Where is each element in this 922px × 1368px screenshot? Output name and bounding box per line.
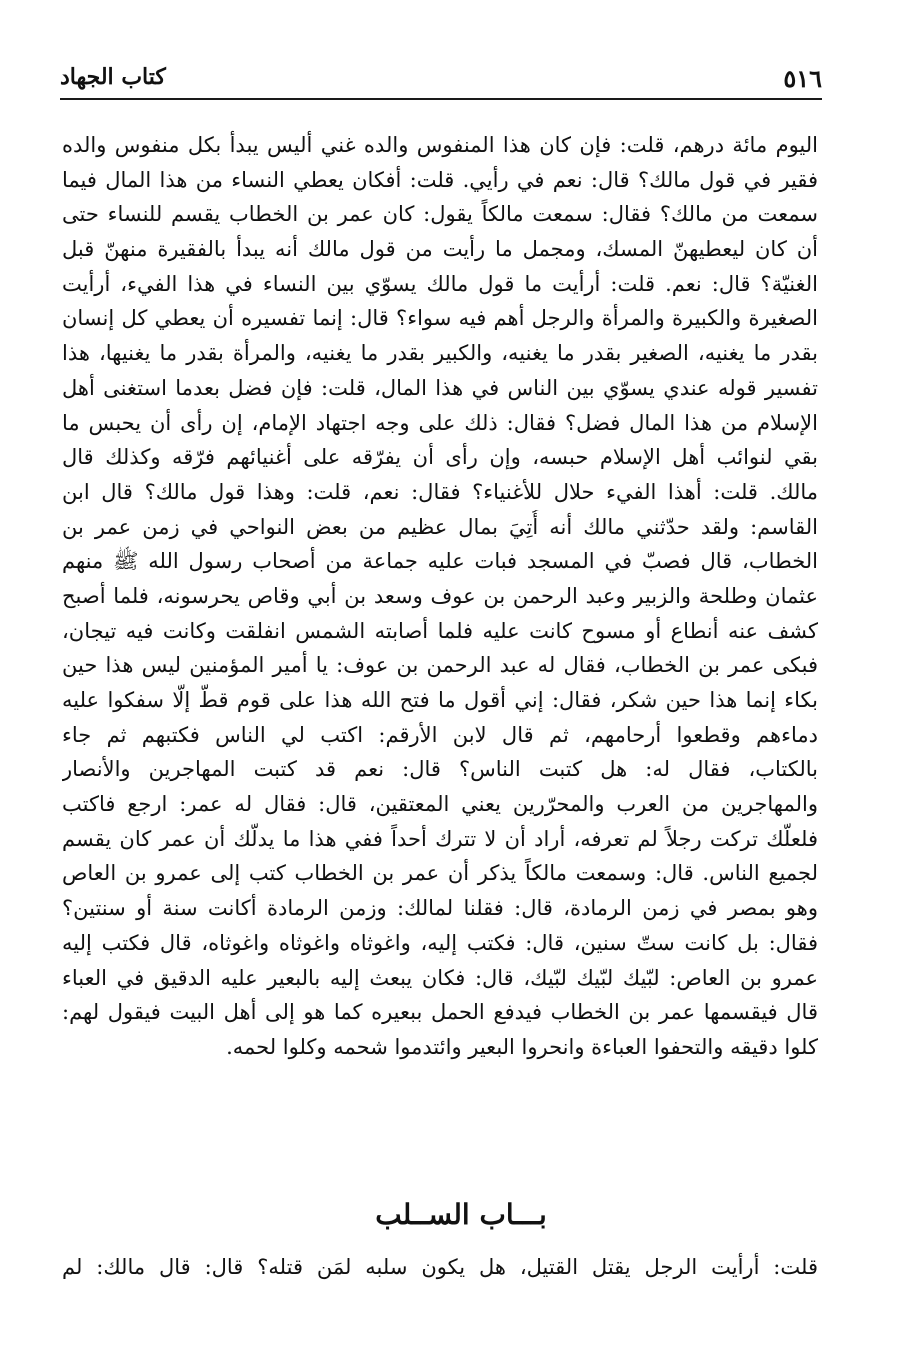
text-line: فلعلّك تركت رجلاً لم تعرفه، أراد أن لا تترك أحداً ففي هذا ما يدلّك أن عمر كان يقسم	[62, 826, 818, 851]
text-line: مالك. قلت: أهذا الفيء حلال للأغنياء؟ فقال: نعم، قلت: وهذا قول مالك؟ قال ابن	[62, 479, 818, 504]
text-line: القاسم: ولقد حدّثني مالك أنه أُتِيَ بمال عظيم من بعض النواحي في زمن عمر بن	[62, 514, 818, 539]
text-line: أن كان ليعطيهنّ المسك، ومجمل ما رأيت من قول مالك أنه يبدأ بالفقيرة منهنّ قبل	[62, 237, 818, 262]
section-heading: بـــاب الســلب	[375, 1198, 547, 1231]
text-line: قال فيقسمها عمر بن الخطاب فيدفع الحمل ببعيره كما هو إلى أهل البيت فيقول لهم:	[62, 1000, 818, 1025]
section-text: قلت: أرأيت الرجل يقتل القتيل، هل يكون سلبه لمَن قتله؟ قال: قال مالك: لم	[62, 1255, 818, 1279]
text-line: اليوم مائة درهم، قلت: فإن كان هذا المنفوس والده غني أليس يبدأ بكل منفوس والده	[62, 133, 818, 157]
page-header	[60, 62, 822, 100]
main-text	[62, 128, 818, 1065]
text-line: الخطاب، قال فصبّ في المسجد فبات عليه جماعة من أصحاب رسول الله ﷺ منهم	[62, 549, 818, 574]
text-line: الصغيرة والكبيرة والمرأة والرجل أهم فيه سواء؟ قال: إنما تفسيره أن يعطي كل إنسان	[62, 306, 818, 331]
text-line: بقي لنوائب أهل الإسلام حبسه، وإن رأى أن يفرّقه على أغنيائهم فرّقه وكذلك قال	[62, 445, 818, 470]
text-line: عثمان وطلحة والزبير وعبد الرحمن بن عوف وسعد بن أبي وقاص يحرسونه، فلما أصبح	[62, 583, 818, 608]
text-line: الإسلام من هذا المال فضل؟ فقال: ذلك على وجه اجتهاد الإمام، إن رأى أن يحبس ما	[62, 410, 818, 435]
text-line: بالكتاب، فقال له: هل كتبت الناس؟ قال: نعم قد كتبت المهاجرين والأنصار	[62, 757, 818, 782]
text-line: تفسير قوله عندي يسوّي بين الناس في هذا المال، قلت: فإن فضل بعدما استغنى أهل	[62, 375, 818, 400]
text-line: سمعت من مالك؟ فقال: سمعت مالكاً يقول: كان عمر بن الخطاب يقسم للنساء حتى	[62, 202, 818, 227]
text-line: كشف عنه أنطاع أو مسوح كانت عليه فلما أصابته الشمس انفلقت وكانت فيه تيجان،	[62, 618, 818, 643]
text-line: لجميع الناس. قال: وسمعت مالكاً يذكر أن عمر بن الخطاب كتب إلى عمرو بن العاص	[62, 861, 818, 886]
running-title: كتاب الجهاد	[60, 64, 166, 90]
page-number: ٥١٦	[783, 64, 822, 93]
text-line: بقدر ما يغنيه، الصغير بقدر ما يغنيه، والكبير بقدر ما يغنيه، والمرأة بقدر ما يغنيها، هذا	[62, 341, 818, 366]
text-line: بكاء إنما هذا حين شكر، فقال: إني أقول ما فتح الله هذا على قوم قطّ إلّا سفكوا عليه	[62, 688, 818, 712]
text-line: فقير في قول مالك؟ قال: نعم في رأيي. قلت: أفكان يعطي النساء من هذا المال فيما	[62, 167, 818, 192]
text-line: الغنيّة؟ قال: نعم. قلت: أرأيت ما قول مالك يسوّي بين النساء في هذا الفيء، أرأيت	[62, 271, 818, 296]
text-line: وهو بمصر في زمن الرمادة، قال: فقلنا لمالك: وزمن الرمادة أكانت سنة أو سنتين؟	[62, 896, 818, 921]
text-line: دماءهم وقطعوا أرحامهم، ثم قال لابن الأرقم: اكتب لي الناس فكتبهم ثم جاء	[62, 722, 818, 747]
text-line: والمهاجرين من العرب والمحرّرين يعني المعتقين، قال: فقال له عمر: ارجع فاكتب	[62, 792, 818, 817]
text-line: عمرو بن العاص: لبّيك لبّيك لبّيك، قال: فكان يبعث إليه بالبعير عليه الدقيق في العباء	[62, 965, 818, 990]
text-line: فقال: بل كانت ستّ سنين، قال: فكتب إليه، واغوثاه واغوثاه واغوثاه، قال فكتب إليه	[62, 930, 818, 955]
text-line: فبكى عمر بن الخطاب، فقال له عبد الرحمن بن عوف: يا أمير المؤمنين ليس هذا حين	[62, 653, 818, 678]
text-line-last: كلوا دقيقه والتحفوا العباءة وانحروا البعير وائتدموا شحمه وكلوا لحمه.	[226, 1034, 818, 1059]
